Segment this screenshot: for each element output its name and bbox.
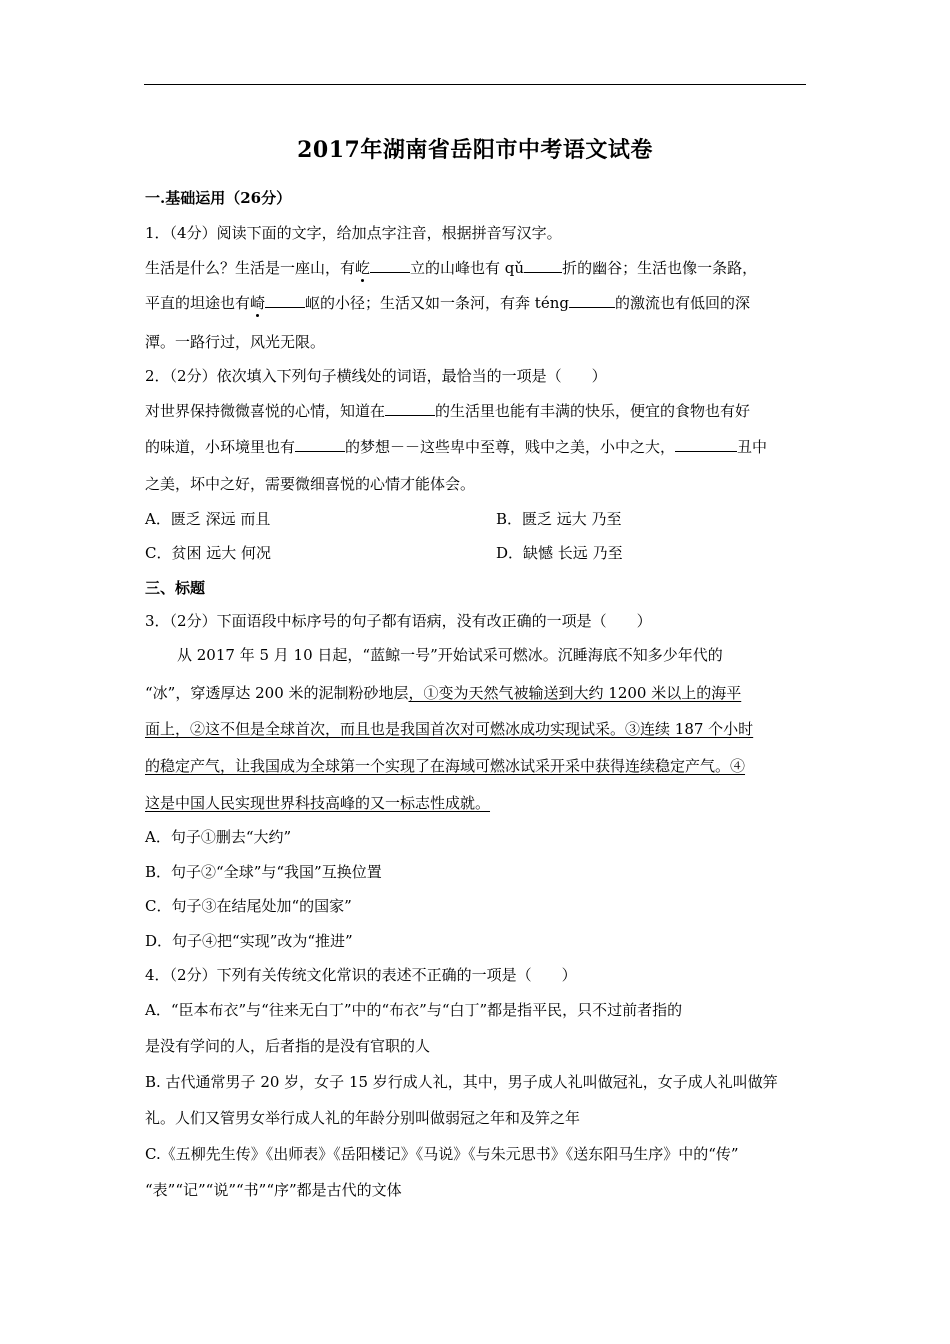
q1-stem: 1．（4分）阅读下面的文字，给加点字注音，根据拼音写汉字。 [145,224,562,242]
q1-blank-2[interactable] [524,258,562,273]
q2-option-c[interactable]: C．贫困 远大 何况 [145,544,272,562]
q3-option-d[interactable]: D．句子④把“实现”改为“推进” [145,932,353,950]
q2-line-2 [145,437,767,457]
q1-text: 立的山峰也有 qǔ [410,259,525,277]
q3-passage-line-3: 面上，②这不但是全球首次，而且也是我国首次对可燃冰成功实现试采。③连续 187 个小时 [145,720,754,738]
page-title: 2017年湖南省岳阳市中考语文试卷 [297,137,653,163]
q2-line-3: 之美，坏中之好，需要微细喜悦的心情才能体会。 [145,475,476,493]
q1-line-2 [145,293,750,313]
q1-blank-3[interactable] [265,293,305,308]
q2-blank-3[interactable] [675,437,737,452]
q1-line-3: 潭。一路行过，风光无限。 [145,333,326,351]
q1-dotted-char: 屹 [355,259,371,277]
q2-option-b[interactable]: B．匮乏 远大 乃至 [496,510,622,528]
q4-option-c-line-2[interactable]: “表”“记”“说”“书”“序”都是古代的文体 [145,1181,402,1199]
section-heading-title: 三、标题 [145,579,206,597]
q1-text: 岖的小径；生活又如一条河，有奔 téng [305,294,569,312]
q4-option-c-line-1[interactable]: C.《五柳先生传》《出师表》《岳阳楼记》《马说》《与朱元思书》《送东阳马生序》中的“传” [145,1145,739,1163]
q2-text: 的味道，小环境里也有 [145,438,296,456]
q3-option-b[interactable]: B．句子②“全球”与“我国”互换位置 [145,863,382,881]
q3-passage-line-5: 这是中国人民实现世界科技高峰的又一标志性成就。 [145,794,491,812]
header-rule [144,84,806,85]
q2-blank-1[interactable] [385,401,435,416]
q4-option-b-line-1[interactable]: B. 古代通常男子 20 岁，女子 15 岁行成人礼，其中，男子成人礼叫做冠礼，女子成人礼叫做笄 [145,1073,778,1091]
q1-blank-4[interactable] [569,293,615,308]
q3-stem: 3．（2分）下面语段中标序号的句子都有语病，没有改正确的一项是（ ） [145,612,652,630]
q1-text: 平直的坦途也有 [145,294,251,312]
q1-blank-1[interactable] [370,258,410,273]
q3-passage-line-1: 从 2017 年 5 月 10 日起，“蓝鲸一号”开始试采可燃冰。沉睡海底不知多少年代的 [177,646,723,664]
q3-underlined-text: ，①变为天然气被输送到大约 1200 米以上的海平 [408,684,742,702]
q1-text: 的激流也有低回的深 [614,294,750,312]
q3-option-a[interactable]: A．句子①删去“大约” [145,828,292,846]
q3-passage-line-4: 的稳定产气，让我国成为全球第一个实现了在海域可燃冰试采开采中获得连续稳定产气。④ [145,757,746,775]
q3-passage-line-2 [145,683,741,703]
q2-text: 的生活里也能有丰满的快乐，便宜的食物也有好 [435,402,751,420]
q4-stem: 4．（2分）下列有关传统文化常识的表述不正确的一项是（ ） [145,966,577,984]
q2-option-a[interactable]: A．匮乏 深远 而且 [145,510,271,528]
q4-option-a-line-1[interactable]: A．“臣本布衣”与“往来无白丁”中的“布衣”与“白丁”都是指平民，只不过前者指的 [145,1001,683,1019]
section-heading-basic: 一.基础运用（26分） [145,189,292,207]
q2-text: 丑中 [737,438,768,456]
q3-text: “冰”，穿透厚达 200 米的泥制粉砂地层 [145,684,409,702]
q3-option-c[interactable]: C．句子③在结尾处加“的国家” [145,897,352,915]
q2-line-1 [145,401,750,421]
q1-line-1 [145,258,757,278]
q2-text: 对世界保持微微喜悦的心情，知道在 [145,402,386,420]
q1-text: 生活是什么？生活是一座山，有 [145,259,356,277]
q2-blank-2[interactable] [295,437,345,452]
q1-dotted-char: 崎 [250,294,266,312]
q2-option-d[interactable]: D．缺憾 长远 乃至 [496,544,623,562]
q1-text: 折的幽谷；生活也像一条路， [562,259,758,277]
q2-text: 的梦想－－这些卑中至尊，贱中之美，小中之大， [345,438,676,456]
q2-stem: 2．（2分）依次填入下列句子横线处的词语，最恰当的一项是（ ） [145,367,607,385]
q4-option-b-line-2[interactable]: 礼。人们又管男女举行成人礼的年龄分别叫做弱冠之年和及笄之年 [145,1109,581,1127]
q4-option-a-line-2[interactable]: 是没有学问的人，后者指的是没有官职的人 [145,1037,431,1055]
